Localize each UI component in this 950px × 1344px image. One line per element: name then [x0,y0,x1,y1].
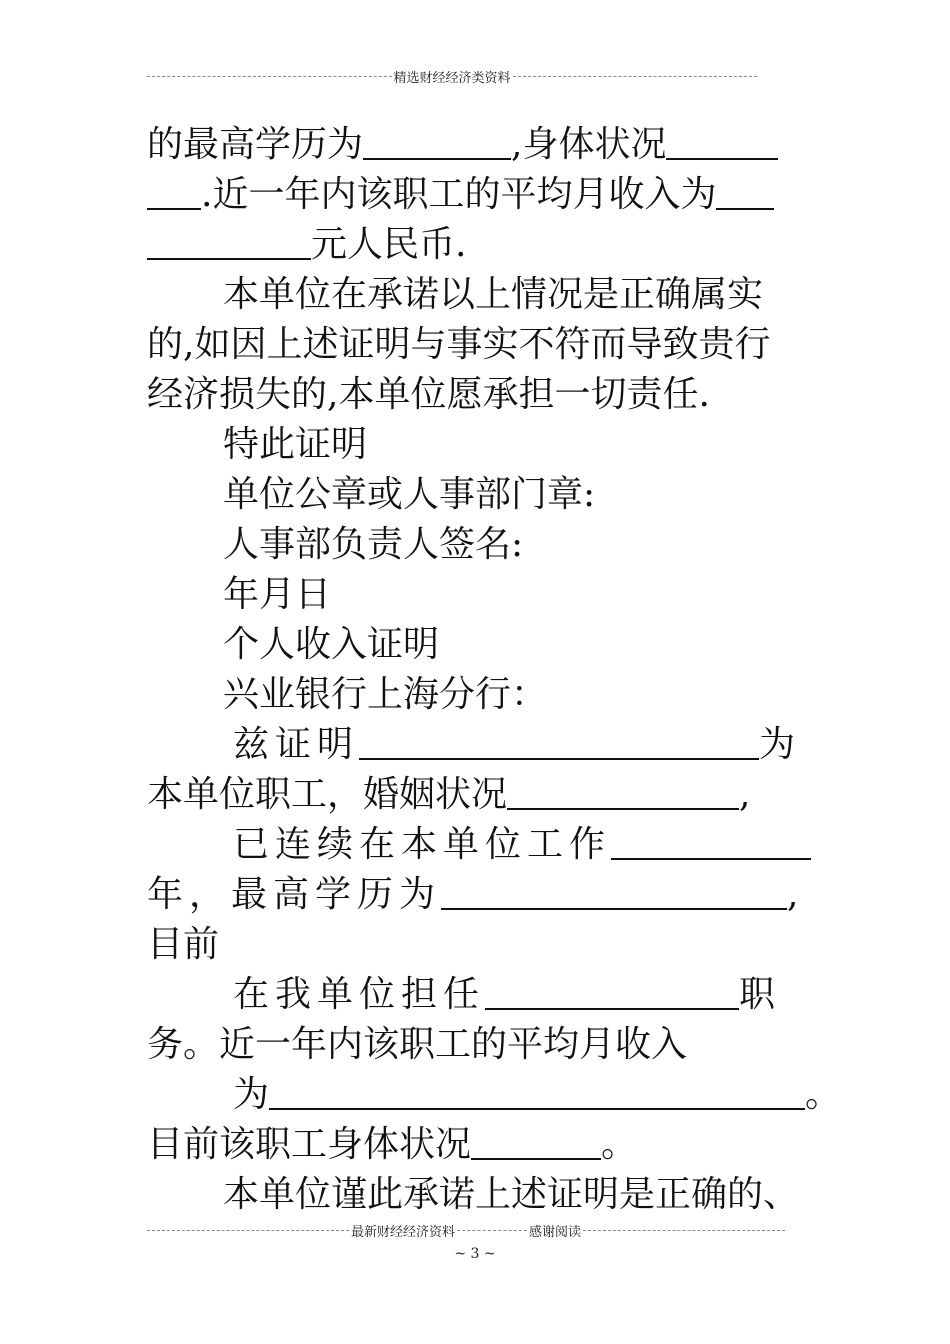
header-rule-left [147,76,392,77]
years-blank [611,822,811,860]
text-segment: 。 [601,1124,638,1165]
blank-field [716,172,774,210]
page-header [147,66,757,86]
text-segment: 年，最高学历为 [147,874,442,915]
text-line: 务。近一年内该职工的平均月收入 [147,1024,688,1065]
paragraph-line: 本单位谨此承诺上述证明是正确的、 [223,1174,800,1215]
page-footer [147,1220,785,1240]
text-segment: 已连续在本单位工作 [233,824,612,865]
health-blank [471,1122,601,1160]
section-title: 个人收入证明 [223,624,440,665]
paragraph-line: 本单位在承诺以上情况是正确属实 [223,274,764,315]
addressee-line: 兴业银行上海分行： [223,674,548,715]
text-segment: 本单位职工，婚姻状况 [147,774,508,815]
text-segment: 为 [759,724,802,765]
text-line [147,1120,817,1170]
footer-rule-right [583,1230,785,1231]
blank-field [147,222,311,260]
date-line: 年月日 [223,574,332,615]
marital-status-blank [507,772,739,810]
paragraph-line: 经济损失的,本单位愿承担一切责任. [147,374,710,415]
text-segment: 为 [233,1074,270,1115]
text-line [147,720,817,770]
footer-rule-middle [457,1230,527,1231]
signature-line: 人事部负责人签名: [223,524,524,565]
header-label: 精选财经经济类资料 [393,70,511,86]
text-segment: , [739,774,751,815]
text-line [147,870,817,920]
text-segment: 兹证明 [233,724,360,765]
text-segment: .近一年内该职工的平均月收入为 [201,174,717,215]
text-segment: 元人民币. [311,224,467,265]
text-line: 目前 [147,924,220,965]
text-line [147,1070,842,1120]
text-segment: 。 [805,1074,842,1115]
certify-line: 特此证明 [223,424,368,465]
blank-field [666,122,778,160]
text-line [147,120,817,170]
paragraph-line: 的,如因上述证明与事实不符而导致贵行 [147,324,771,365]
text-line [147,820,817,870]
blank-field [147,172,201,210]
position-blank [485,972,739,1010]
name-blank [359,722,759,760]
footer-left-label: 最新财经经济资料 [350,1224,455,1240]
text-segment: , [787,874,805,915]
text-segment: 职 [739,974,782,1015]
text-line [147,220,817,270]
education-blank [441,872,787,910]
document-body [147,120,842,1220]
text-segment: 目前该职工身体状况 [147,1124,472,1165]
seal-line: 单位公章或人事部门章: [223,474,596,515]
text-line [147,770,817,820]
text-segment: ,身体状况 [511,124,667,165]
blank-field [363,122,511,160]
header-rule-right [513,76,758,77]
text-line [147,170,817,220]
footer-right-label: 感谢阅读 [529,1224,582,1240]
text-segment: 在我单位担任 [233,974,486,1015]
page-number: ~ 3 ~ [454,1246,496,1262]
text-segment: 的最高学历为 [147,124,364,165]
text-line [147,970,817,1020]
footer-rule-left [147,1230,349,1231]
income-blank [269,1072,805,1110]
